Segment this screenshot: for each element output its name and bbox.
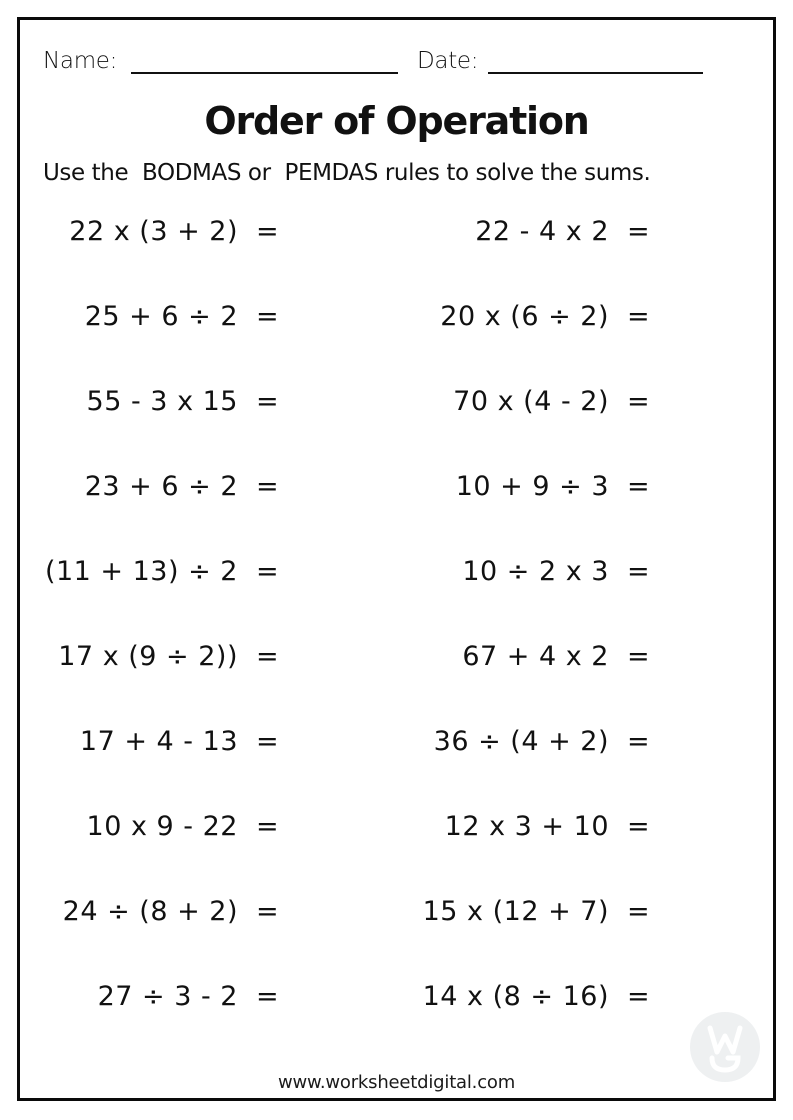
problem-expression: 70 x (4 - 2) <box>453 386 609 417</box>
problem-right-5 <box>20 552 649 592</box>
problem-expression: 20 x (6 ÷ 2) <box>440 301 609 332</box>
name-field[interactable] <box>131 72 398 74</box>
name-label: Name: <box>43 48 118 74</box>
instructions-text: Use the BODMAS or PEMDAS rules to solve the sums. <box>43 160 651 186</box>
page-title: Order of Operation <box>204 99 589 143</box>
problem-right-2 <box>20 297 649 337</box>
equals-sign: = <box>256 386 280 417</box>
problem-expression: 10 + 9 ÷ 3 <box>455 471 609 502</box>
equals-sign: = <box>627 726 651 757</box>
equals-sign: = <box>256 896 280 927</box>
problem-expression: 17 + 4 - 13 <box>79 726 238 757</box>
equals-sign: = <box>627 811 651 842</box>
problem-right-9 <box>20 892 649 932</box>
student-info-row <box>43 46 743 80</box>
equals-sign: = <box>627 896 651 927</box>
problem-expression: 22 - 4 x 2 <box>475 216 609 247</box>
equals-sign: = <box>256 641 280 672</box>
equals-sign: = <box>627 216 651 247</box>
problem-expression: 17 x (9 ÷ 2)) <box>58 641 238 672</box>
footer-website-link[interactable]: www.worksheetdigital.com <box>277 1072 516 1093</box>
problem-expression: 22 x (3 + 2) <box>69 216 238 247</box>
problem-right-3 <box>20 382 649 422</box>
problem-right-6 <box>20 637 649 677</box>
problem-expression: 67 + 4 x 2 <box>462 641 609 672</box>
equals-sign: = <box>627 556 651 587</box>
problem-expression: 36 ÷ (4 + 2) <box>433 726 609 757</box>
problem-expression: 25 + 6 ÷ 2 <box>84 301 238 332</box>
problem-expression: 24 ÷ (8 + 2) <box>62 896 238 927</box>
problem-right-10 <box>20 977 649 1017</box>
problem-right-1 <box>20 212 649 252</box>
problem-expression: 23 + 6 ÷ 2 <box>84 471 238 502</box>
worksheet-page <box>17 17 776 1101</box>
problem-expression: 27 ÷ 3 - 2 <box>97 981 238 1012</box>
problem-expression: 15 x (12 + 7) <box>422 896 609 927</box>
problem-expression: 10 x 9 - 22 <box>86 811 238 842</box>
problem-expression: 10 ÷ 2 x 3 <box>462 556 609 587</box>
equals-sign: = <box>627 641 651 672</box>
problem-expression: (11 + 13) ÷ 2 <box>44 556 238 587</box>
problem-right-7 <box>20 722 649 762</box>
equals-sign: = <box>256 216 280 247</box>
equals-sign: = <box>256 556 280 587</box>
equals-sign: = <box>256 981 280 1012</box>
equals-sign: = <box>627 981 651 1012</box>
problem-expression: 12 x 3 + 10 <box>444 811 609 842</box>
equals-sign: = <box>256 301 280 332</box>
problem-expression: 55 - 3 x 15 <box>86 386 238 417</box>
equals-sign: = <box>256 471 280 502</box>
equals-sign: = <box>256 726 280 757</box>
problem-expression: 14 x (8 ÷ 16) <box>422 981 609 1012</box>
problem-right-4 <box>20 467 649 507</box>
equals-sign: = <box>627 301 651 332</box>
problem-right-8 <box>20 807 649 847</box>
date-field[interactable] <box>488 72 703 74</box>
equals-sign: = <box>256 811 280 842</box>
equals-sign: = <box>627 386 651 417</box>
equals-sign: = <box>627 471 651 502</box>
date-label: Date: <box>417 48 479 74</box>
